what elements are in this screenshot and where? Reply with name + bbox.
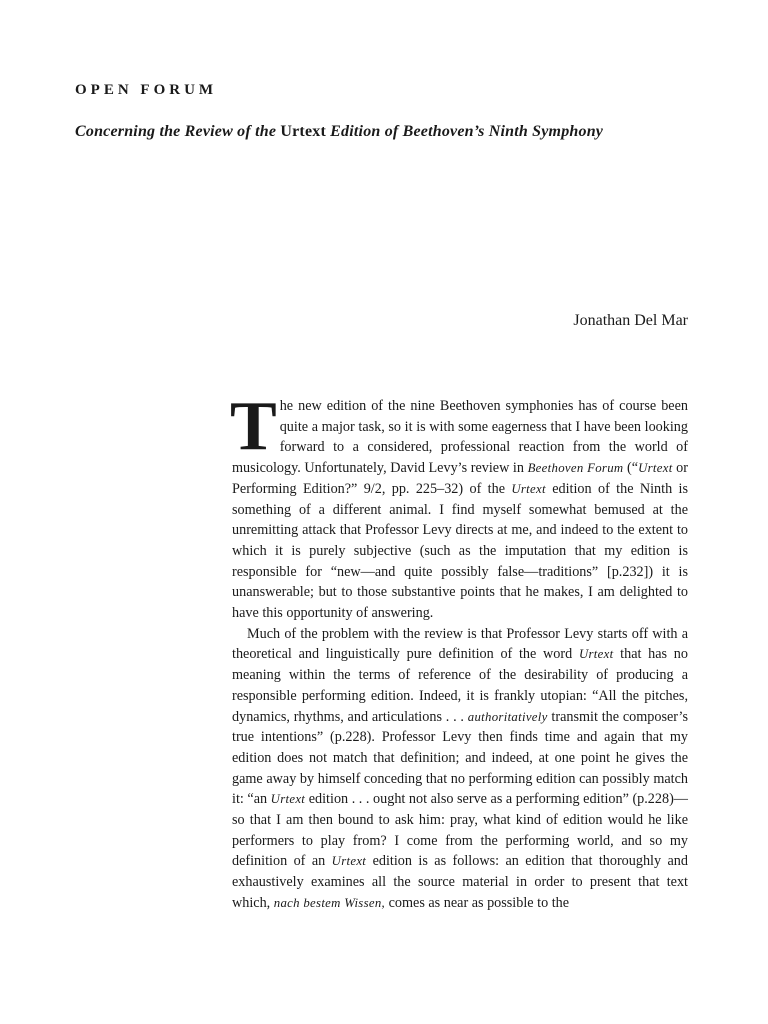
text-run: comes as near as possible to the — [385, 894, 570, 911]
text-run: Much of the problem with the review is that Professor Levy starts off with a theoretical and linguistically pure definition of the word — [232, 625, 688, 663]
italic-text: authoritatively — [467, 709, 548, 724]
italic-text: Urtext — [578, 647, 614, 662]
author-name: Jonathan Del Mar — [573, 312, 688, 329]
italic-text: Beethoven Forum — [527, 461, 624, 476]
title-urtext: Urtext — [280, 123, 326, 140]
text-run: edition of the Ninth is something of a different animal. I find myself somewhat bemused at the unremitting attack that Professor Levy directs at me, and indeed to the extent to which it is purely subjective (such as the imputation that my edition is responsible for “new—and quite possibly false—traditions” [p.232]) it is unanswerable; but to those substantive points that he makes, I am delighted to have this opportunity of answering. — [232, 480, 688, 622]
title-part: Edition of Beethoven’s Ninth Symphony — [325, 123, 604, 140]
text-run: edition . . . ought not also serve as a performing edition” (p.228)—so that I am then bound to ask him: pray, what kind of edition would he like performers to play from? I come from the performing world, and so my definition of an — [232, 791, 688, 870]
italic-text: Urtext — [270, 792, 306, 807]
italic-text: Urtext — [638, 461, 673, 476]
italic-text: Urtext — [511, 481, 546, 496]
article-title — [75, 123, 603, 141]
text-run: or Performing Edition?” 9/2, pp. 225–32) of the — [232, 460, 688, 497]
text-run: that has no meaning within the terms of reference of the desirability of producing a responsible performing edition. Indeed, it is frankly utopian: “All the pitches, dynamics, rhythms, and articulations . . . — [232, 646, 688, 725]
section-label: OPEN FORUM — [75, 82, 218, 98]
text-run: transmit the composer’s true intentions” (p.228). Professor Levy then finds time and again that my edition does not match that definition; and indeed, at one point he gives the game away by himself conceding that no performing edition can possibly match it: “an — [232, 708, 688, 808]
text-run: he new edition of the nine Beethoven symphonies has of course been quite a major task, so it is with some eagerness that I have been looking forward to a considered, professional reaction from the world of musicology. Unfortunately, David Levy’s review in — [232, 398, 688, 477]
text-run: edition is as follows: an edition that thoroughly and exhaustively examines all the source material in order to present that text which, — [232, 853, 688, 911]
title-part: Concerning the Review of the — [75, 123, 281, 140]
paragraph — [232, 624, 688, 914]
drop-cap: T — [230, 388, 277, 465]
article-body — [230, 388, 688, 914]
italic-text: Urtext — [331, 854, 367, 869]
italic-text: nach bestem Wissen, — [273, 895, 386, 910]
paragraph — [230, 388, 688, 624]
text-run: (“ — [623, 460, 639, 477]
